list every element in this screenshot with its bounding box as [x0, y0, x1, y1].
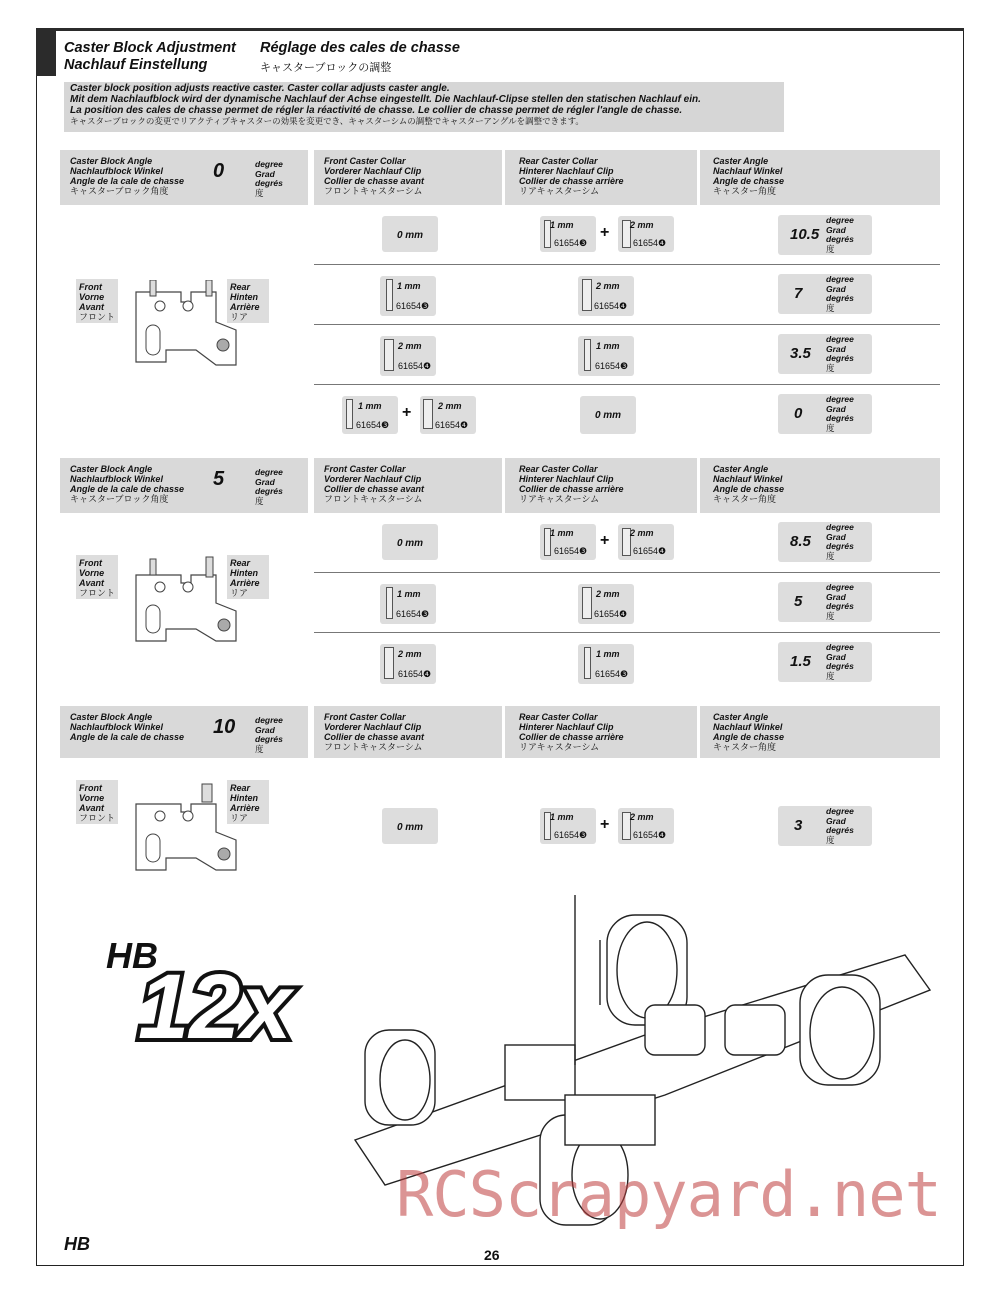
unit-text: degrés [255, 734, 283, 744]
unit-text: Grad [255, 168, 275, 179]
part-number: 61654❸ [554, 238, 588, 248]
unit-text: degrés [826, 413, 854, 423]
label-text: Front [79, 558, 102, 568]
front-shim-1mm [342, 396, 398, 434]
unit-text: 度 [826, 550, 835, 561]
shim-size: 1 mm [596, 649, 620, 659]
unit-text: degree [826, 334, 854, 344]
caster-angle-cell [778, 522, 872, 562]
row-separator [314, 324, 940, 325]
part-number: 61654❹ [633, 546, 667, 556]
rear-shim-2mm [618, 808, 674, 844]
unit-text: degrés [255, 486, 283, 496]
watermark: RCScrapyard.net [396, 1158, 941, 1231]
part-number: 61654❹ [594, 301, 628, 311]
label-text: リア [230, 312, 249, 322]
label-text: リア [230, 813, 249, 823]
shim-size: 1 mm [596, 341, 620, 351]
caster-block-illustration [128, 782, 243, 880]
header-text: Nachlaufblock Winkel [70, 722, 163, 732]
caster-angle-value: 7 [794, 285, 803, 302]
svg-text:HB: HB [106, 935, 158, 976]
svg-text:12x: 12x [138, 956, 292, 1058]
shim-size: 1 mm [358, 401, 382, 411]
rear-shim-2mm [618, 524, 674, 560]
caster-angle-value: 8.5 [790, 533, 811, 550]
header-text: Nachlaufblock Winkel [70, 474, 163, 484]
unit-text: Grad [826, 403, 846, 414]
intro-fr: La position des cales de chasse permet de régler la réactivité de chasse. Le collier de chasse permet de régler l'angle de chasse. [70, 104, 683, 116]
header-text: Vorderer Nachlauf Clip [324, 166, 422, 176]
plus-icon: + [402, 404, 412, 421]
label-text: Rear [230, 783, 251, 793]
header-text: Caster Angle [713, 156, 769, 166]
svg-text:HB: HB [64, 1234, 90, 1254]
unit-text: 度 [826, 302, 835, 313]
degree-unit [826, 583, 854, 621]
caster-angle-cell [778, 334, 872, 374]
part-number: 61654❸ [554, 546, 588, 556]
block-angle-header [60, 706, 308, 758]
unit-text: degree [826, 215, 854, 225]
title-fr: Réglage des cales de chasse [260, 40, 460, 56]
header-text: Angle de chasse [713, 732, 785, 742]
block-angle-value: 5 [213, 468, 225, 490]
header-text: キャスターブロック角度 [70, 186, 169, 196]
row-separator [314, 632, 940, 633]
header-text: Nachlaufblock Winkel [70, 166, 163, 176]
part-number: 61654❸ [595, 361, 629, 371]
unit-text: Grad [255, 724, 275, 735]
header-text: キャスター角度 [713, 742, 777, 752]
page-tab [36, 28, 56, 76]
title-jp: キャスターブロックの調整 [260, 62, 392, 74]
label-text: Hinten [230, 292, 258, 302]
unit-text: 度 [255, 743, 264, 754]
front-collar-cell [382, 808, 438, 844]
caster-angle-cell [778, 806, 872, 846]
header-text: Collier de chasse avant [324, 176, 425, 186]
divider [697, 458, 700, 513]
rear-shim-1mm [578, 644, 634, 684]
unit-text: 度 [826, 610, 835, 621]
header-text: Hinterer Nachlauf Clip [519, 474, 614, 484]
header-text: Rear Caster Collar [519, 464, 598, 474]
intro-box [64, 82, 784, 132]
label-text: フロント [79, 312, 116, 322]
unit-text: degrés [826, 541, 854, 551]
header-text: Front Caster Collar [324, 464, 406, 474]
header-text: Caster Block Angle [70, 464, 153, 474]
shim-pin-icon [386, 279, 393, 311]
unit-text: degrés [826, 825, 854, 835]
degree-unit [826, 335, 854, 373]
part-number: 61654❸ [595, 669, 629, 679]
part-number: 61654❹ [633, 830, 667, 840]
part-number: 61654❸ [396, 609, 430, 619]
plus-icon: + [600, 816, 610, 833]
degree-unit [255, 468, 283, 506]
unit-text: degree [826, 274, 854, 284]
header-text: Rear Caster Collar [519, 156, 598, 166]
front-label [76, 780, 118, 824]
row-separator [314, 264, 940, 265]
caster-block-illustration [128, 555, 243, 645]
unit-text: 度 [826, 422, 835, 433]
header-text: Nachlauf Winkel [713, 166, 783, 176]
collar-header [314, 150, 940, 205]
shim-size: 1 mm [397, 589, 421, 599]
block-angle-value: 0 [213, 160, 225, 182]
caster-angle-value: 3.5 [790, 345, 811, 362]
unit-text: degree [255, 467, 283, 477]
header-text: リアキャスターシム [519, 494, 600, 504]
shim-size: 2 mm [630, 528, 654, 538]
header-text: Nachlauf Winkel [713, 474, 783, 484]
intro-jp: キャスターブロックの変更でリアクティブキャスターの効果を変更でき、キャスターシムの調整でキャスターアングルを調整できます。 [70, 116, 584, 127]
shim-size: 2 mm [630, 220, 654, 230]
shim-pin-icon [582, 279, 592, 311]
part-number: 61654❸ [356, 420, 390, 430]
unit-text: 度 [826, 670, 835, 681]
shim-pin-icon [384, 647, 394, 679]
front-collar-cell [382, 216, 438, 252]
degree-unit [255, 160, 283, 198]
shim-pin-icon [423, 399, 433, 429]
part-number: 61654❹ [435, 420, 469, 430]
intro-en: Caster block position adjusts reactive caster. Caster collar adjusts caster angle. [70, 83, 450, 94]
unit-text: 度 [826, 243, 835, 254]
block-angle-value: 10 [213, 716, 236, 738]
rear-shim-2mm [618, 216, 674, 252]
collar-header [314, 458, 940, 513]
header-text: Caster Block Angle [70, 712, 153, 722]
title-en: Caster Block Adjustment [64, 40, 236, 56]
shim-pin-icon [584, 647, 591, 679]
label-text: Front [79, 282, 102, 292]
header-text: Collier de chasse arrière [519, 732, 624, 742]
unit-text: degree [826, 394, 854, 404]
caster-angle-value: 1.5 [790, 653, 811, 670]
label-text: Front [79, 783, 102, 793]
shim-size: 1 mm [550, 528, 574, 538]
label-text: フロント [79, 588, 116, 598]
unit-text: Grad [826, 343, 846, 354]
front-label [76, 279, 118, 323]
front-collar-cell [382, 524, 438, 560]
unit-text: Grad [826, 651, 846, 662]
block-angle-header [60, 150, 308, 205]
header-text: Collier de chasse arrière [519, 176, 624, 186]
shim-size: 1 mm [550, 812, 574, 822]
part-number: 61654❸ [554, 830, 588, 840]
header-text: Caster Angle [713, 464, 769, 474]
unit-text: degrés [826, 234, 854, 244]
row-separator [314, 572, 940, 573]
header-text: Angle de la cale de chasse [70, 732, 185, 742]
header-text: キャスター角度 [713, 186, 777, 196]
caster-angle-cell [778, 642, 872, 682]
title-de: Nachlauf Einstellung [64, 57, 208, 73]
row-separator [314, 384, 940, 385]
header-text: Angle de chasse [713, 176, 785, 186]
rear-shim-1mm [578, 336, 634, 376]
header-text: リアキャスターシム [519, 742, 600, 752]
caster-angle-cell [778, 394, 872, 434]
shim-size: 2 mm [596, 589, 620, 599]
hb-12x-logo [88, 920, 378, 1060]
caster-angle-value: 10.5 [790, 226, 820, 243]
divider [697, 150, 700, 205]
label-text: Rear [230, 282, 251, 292]
hb-small-logo [62, 1232, 152, 1256]
header-text: Collier de chasse avant [324, 484, 425, 494]
rear-shim-1mm [540, 524, 596, 560]
header-text: Front Caster Collar [324, 156, 406, 166]
unit-text: 度 [255, 187, 264, 198]
label-text: Vorne [79, 793, 105, 803]
unit-text: Grad [826, 224, 846, 235]
unit-text: Grad [826, 815, 846, 826]
plus-icon: + [600, 224, 610, 241]
header-text: Collier de chasse arrière [519, 484, 624, 494]
header-text: Hinterer Nachlauf Clip [519, 722, 614, 732]
degree-unit [826, 523, 854, 561]
shim-size: 2 mm [398, 649, 422, 659]
rear-shim-1mm [540, 808, 596, 844]
unit-text: 度 [826, 834, 835, 845]
header-text: Vorderer Nachlauf Clip [324, 474, 422, 484]
label-text: Vorne [79, 568, 105, 578]
front-shim-1mm [380, 584, 436, 624]
unit-text: Grad [826, 283, 846, 294]
part-number: 61654❹ [633, 238, 667, 248]
part-number: 61654❹ [398, 361, 432, 371]
header-text: リアキャスターシム [519, 186, 600, 196]
unit-text: degree [255, 159, 283, 169]
unit-text: degrés [826, 661, 854, 671]
divider [697, 706, 700, 758]
label-text: Vorne [79, 292, 105, 302]
degree-unit [826, 395, 854, 433]
front-shim-2mm [380, 644, 436, 684]
header-text: Rear Caster Collar [519, 712, 598, 722]
shim-size: 1 mm [397, 281, 421, 291]
part-number: 61654❸ [396, 301, 430, 311]
unit-text: Grad [255, 476, 275, 487]
shim-size: 2 mm [630, 812, 654, 822]
unit-text: 度 [826, 362, 835, 373]
label-text: Hinten [230, 793, 258, 803]
label-text: Hinten [230, 568, 258, 578]
header-text: Angle de chasse [713, 484, 785, 494]
front-shim-2mm [380, 336, 436, 376]
part-number: 61654❹ [398, 669, 432, 679]
header-text: フロントキャスターシム [324, 494, 423, 504]
header-text: Caster Block Angle [70, 156, 153, 166]
caster-angle-cell [778, 215, 872, 255]
divider [502, 458, 505, 513]
header-text: キャスター角度 [713, 494, 777, 504]
page-top-bar [56, 28, 964, 31]
divider [502, 706, 505, 758]
rear-shim-2mm [578, 584, 634, 624]
label-text: Arrière [230, 803, 260, 813]
collar-header [314, 706, 940, 758]
caster-angle-value: 0 [794, 405, 803, 422]
header-text: Angle de la cale de chasse [70, 176, 185, 186]
unit-text: degrés [826, 353, 854, 363]
unit-text: degree [826, 522, 854, 532]
shim-pin-icon [584, 339, 591, 371]
divider [502, 150, 505, 205]
label-text: Arrière [230, 302, 260, 312]
caster-angle-cell [778, 274, 872, 314]
unit-text: 度 [255, 495, 264, 506]
page-number: 26 [484, 1247, 500, 1263]
caster-angle-value: 3 [794, 817, 803, 834]
degree-unit [826, 807, 854, 845]
shim-pin-icon [582, 587, 592, 619]
part-number: 61654❹ [594, 609, 628, 619]
degree-unit [826, 275, 854, 313]
unit-text: degrés [826, 293, 854, 303]
unit-text: degree [826, 642, 854, 652]
caster-angle-cell [778, 582, 872, 622]
degree-unit [826, 643, 854, 681]
header-text: フロントキャスターシム [324, 742, 423, 752]
shim-size: 0 mm [396, 230, 424, 241]
unit-text: degree [255, 715, 283, 725]
shim-size: 2 mm [398, 341, 422, 351]
unit-text: degree [826, 806, 854, 816]
shim-size: 1 mm [550, 220, 574, 230]
header-text: Front Caster Collar [324, 712, 406, 722]
rear-collar-cell [580, 396, 636, 434]
shim-size: 0 mm [396, 822, 424, 833]
header-text: Caster Angle [713, 712, 769, 722]
caster-angle-value: 5 [794, 593, 803, 610]
label-text: Arrière [230, 578, 260, 588]
front-shim-1mm [380, 276, 436, 316]
header-text: Collier de chasse avant [324, 732, 425, 742]
unit-text: degrés [255, 178, 283, 188]
degree-unit [255, 716, 283, 754]
header-text: Vorderer Nachlauf Clip [324, 722, 422, 732]
label-text: Avant [79, 302, 105, 312]
header-text: Angle de la cale de chasse [70, 484, 185, 494]
shim-size: 0 mm [396, 538, 424, 549]
label-text: Avant [79, 578, 105, 588]
header-text: Nachlauf Winkel [713, 722, 783, 732]
shim-pin-icon [386, 587, 393, 619]
shim-size: 2 mm [438, 401, 462, 411]
unit-text: Grad [826, 591, 846, 602]
header-text: キャスターブロック角度 [70, 494, 169, 504]
label-text: フロント [79, 813, 116, 823]
plus-icon: + [600, 532, 610, 549]
unit-text: degrés [826, 601, 854, 611]
shim-size: 2 mm [596, 281, 620, 291]
rear-shim-2mm [578, 276, 634, 316]
front-label [76, 555, 118, 599]
header-text: フロントキャスターシム [324, 186, 423, 196]
rear-shim-1mm [540, 216, 596, 252]
label-text: リア [230, 588, 249, 598]
label-text: Rear [230, 558, 251, 568]
shim-size: 0 mm [594, 410, 622, 421]
unit-text: Grad [826, 531, 846, 542]
caster-block-illustration [128, 280, 243, 370]
intro-de: Mit dem Nachlaufblock wird der dynamische Nachlauf der Achse eingestellt. Die Nachlauf-Clipse stellen den statischen Nachlauf ein. [70, 93, 701, 105]
block-angle-header [60, 458, 308, 513]
shim-pin-icon [384, 339, 394, 371]
header-text: Hinterer Nachlauf Clip [519, 166, 614, 176]
unit-text: degree [826, 582, 854, 592]
degree-unit [826, 216, 854, 254]
label-text: Avant [79, 803, 105, 813]
shim-pin-icon [346, 399, 353, 429]
front-shim-2mm [420, 396, 476, 434]
